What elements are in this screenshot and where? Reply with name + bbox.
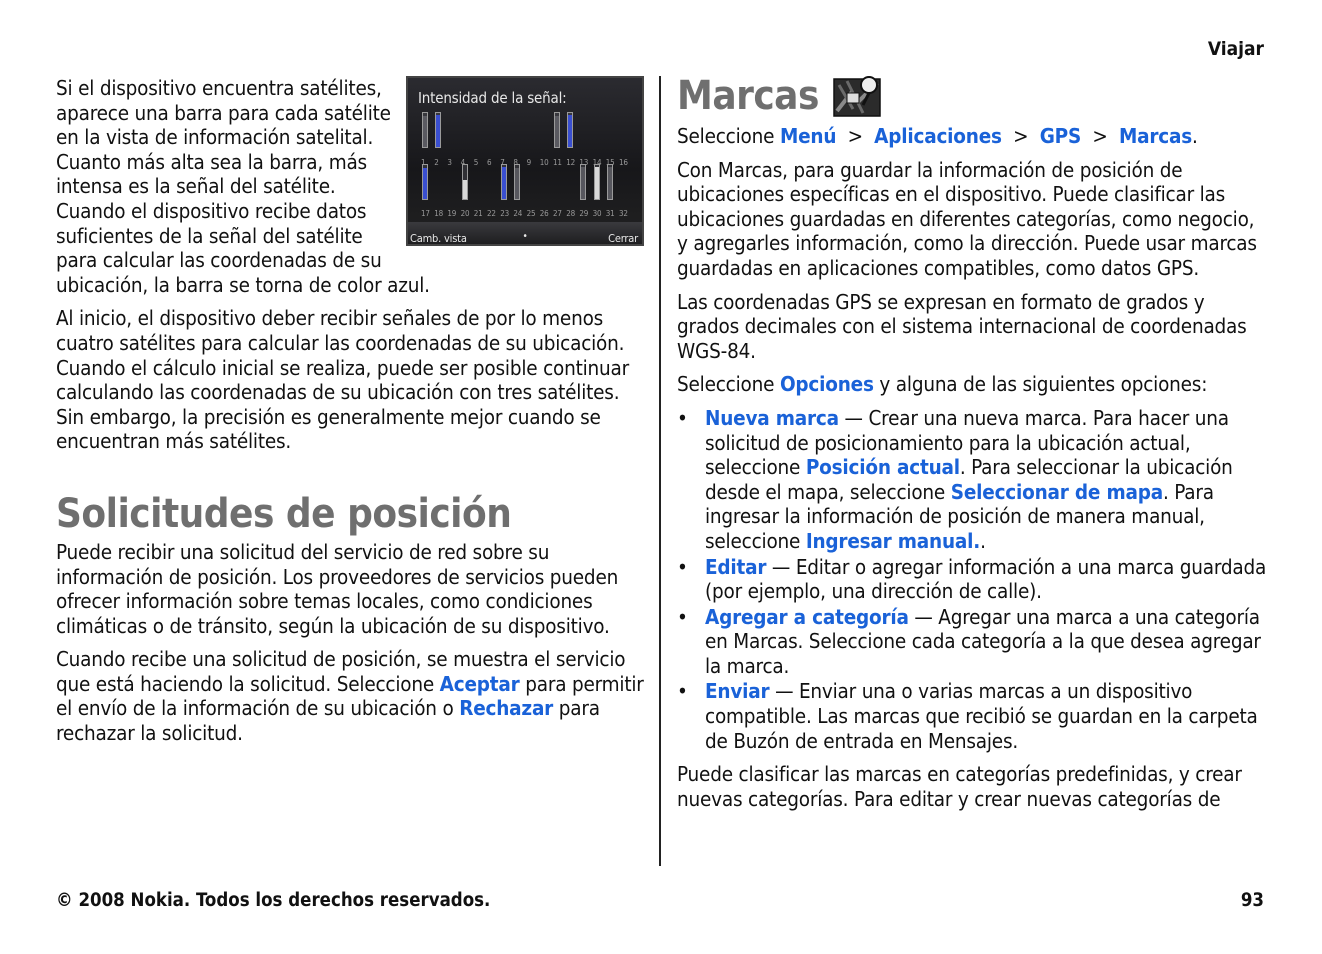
satellite-number: 1	[421, 158, 426, 167]
landmarks-intro-paragraph: Con Marcas, para guardar la información de posición de ubicaciones específicas en el dispositivo. Puede clasificar las ubicaciones guardadas en diferentes categorías, como negocio, y agregarles información, como la dirección. Puede usar marcas guardadas en aplicaciones compatibles, como datos GPS.	[677, 157, 1257, 280]
accept-reject-paragraph: Cuando recibe una solicitud de posición, se muestra el servicio que está haciendo la solicitud. Seleccione Aceptar para permitir el envío de la información de su ubicación o Rechazar para rechazar la solicitud.	[56, 647, 644, 746]
satellite-bar-fill	[436, 115, 440, 147]
position-requests-paragraph: Puede recibir una solicitud del servicio de red sobre su información de posición. Los proveedores de servicios pueden ofrecer información sobre temas locales, como condiciones climáticas o de tránsito, según la ubicación de su dispositivo.	[56, 539, 619, 638]
options-paragraph: Seleccione Opciones y alguna de las siguientes opciones:	[677, 372, 1208, 397]
options-link[interactable]: Opciones	[779, 372, 874, 397]
satellite-number: 23	[500, 209, 509, 218]
satellite-number: 26	[539, 209, 549, 218]
satellite-bar	[567, 112, 573, 148]
satellite-bar	[422, 164, 428, 200]
path-separator: >	[1013, 124, 1029, 148]
satellite-number: 3	[447, 158, 452, 167]
menu-dot-icon: •	[522, 231, 528, 242]
change-view-softkey[interactable]: Camb. vista	[410, 232, 467, 245]
list-item: • Editar — Editar o agregar información a una marca guardada (por ejemplo, una dirección de calle).	[677, 554, 1267, 604]
reject-link[interactable]: Rechazar	[459, 696, 554, 721]
signal-strength-title: Intensidad de la señal:	[418, 89, 567, 107]
satellite-number: 10	[539, 158, 549, 167]
satellite-bars-paragraph: Si el dispositivo encuentra satélites, aparece una barra para cada satélite en la vista de información satelital. Cuanto más alta sea la barra, más intensa es la señal del satélite. Cuando el dispositivo recibe datos suficientes de la señal del satélite para calcular las coordenadas de su ubicación, la barra se torna de color azul.	[56, 76, 430, 297]
new-landmark-option[interactable]: Nueva marca	[705, 405, 839, 430]
satellite-bar	[554, 112, 560, 148]
satellite-bar-fill	[581, 167, 585, 199]
add-to-category-option[interactable]: Agregar a categoría	[705, 604, 909, 629]
satellite-number: 24	[513, 209, 523, 218]
running-header: Viajar	[1207, 38, 1264, 60]
satellite-number: 19	[447, 209, 457, 218]
satellite-number: 4	[460, 158, 465, 167]
accept-link[interactable]: Aceptar	[439, 671, 520, 696]
satellite-bar-fill	[608, 167, 612, 199]
bullet: •	[677, 679, 688, 704]
coordinates-paragraph: Las coordenadas GPS se expresan en formato de grados y grados decimales con el sistema internacional de coordenadas WGS-84.	[677, 289, 1247, 363]
position-requests-heading: Solicitudes de posición	[56, 490, 512, 537]
satellite-number: 31	[605, 209, 615, 218]
satellite-number: 28	[566, 209, 575, 218]
satellite-number: 32	[619, 209, 628, 218]
path-separator: >	[847, 124, 863, 148]
satellite-number: 14	[592, 158, 602, 167]
satellite-signal-screenshot	[406, 76, 644, 246]
menu-path-item-applications[interactable]: Aplicaciones	[874, 124, 1002, 148]
satellite-bar	[514, 164, 520, 200]
list-item: • Enviar — Enviar una o varias marcas a un dispositivo compatible. Las marcas que recibió se guardan en la carpeta de Buzón de entrada en Mensajes.	[677, 679, 1258, 753]
satellite-bar-fill	[463, 180, 467, 199]
satellite-bar	[580, 164, 586, 200]
satellite-number: 15	[605, 158, 615, 167]
satellite-number: 5	[473, 158, 479, 167]
satellite-bar	[594, 164, 600, 200]
satellite-number: 25	[526, 209, 536, 218]
column-divider	[659, 76, 661, 866]
landmarks-title-row	[677, 74, 1267, 118]
bullet: •	[677, 604, 688, 629]
menu-path-item-landmarks[interactable]: Marcas	[1118, 124, 1192, 148]
satellite-number: 18	[434, 209, 443, 218]
satellite-number: 13	[579, 158, 589, 167]
satellite-bar-fill	[595, 167, 599, 199]
satellite-number: 17	[421, 209, 430, 218]
path-separator: >	[1092, 124, 1108, 148]
send-option[interactable]: Enviar	[705, 679, 770, 704]
bullet: •	[677, 405, 688, 430]
satellite-bars	[422, 112, 628, 222]
satellite-number: 12	[566, 158, 575, 167]
list-item: • Nueva marca — Crear una nueva marca. Para hacer una solicitud de posicionamiento para la ubicación actual, seleccione Posición actual. Para seleccionar la ubicación desde el mapa, seleccione Seleccionar de mapa. Para ingresar la información de posición de manera manual, seleccione Ingresar manual..	[677, 405, 1233, 553]
satellite-bar	[435, 112, 441, 148]
satellite-number: 6	[487, 158, 492, 167]
satellite-number: 29	[579, 209, 589, 218]
satellite-bar-fill	[423, 168, 427, 199]
satellite-bar	[501, 164, 507, 200]
select-from-map-option[interactable]: Seleccionar de mapa	[950, 479, 1163, 504]
satellite-number: 22	[487, 209, 496, 218]
satellite-count-paragraph: Al inicio, el dispositivo deber recibir señales de por lo menos cuatro satélites para calcular las coordenadas de su ubicación. Cuando el cálculo inicial se realiza, puede ser posible continuar calculando las coordenadas de su ubicación con tres satélites. Sin embargo, la precisión es generalmente mejor cuando se encuentran más satélites.	[56, 306, 629, 454]
edit-option[interactable]: Editar	[705, 554, 767, 579]
left-column	[56, 76, 646, 755]
satellite-bar-fill	[423, 116, 427, 147]
satellite-bar	[607, 164, 613, 200]
close-softkey[interactable]: Cerrar	[608, 232, 638, 245]
satellite-bar-fill	[555, 116, 559, 147]
bullet: •	[677, 554, 688, 579]
categories-paragraph: Puede clasificar las marcas en categorías predefinidas, y crear nuevas categorías. Para editar y crear nuevas categorías de	[677, 762, 1242, 811]
list-item: • Agregar a categoría — Agregar una marca a una categoría en Marcas. Seleccione cada categoría a la que desea agregar la marca.	[677, 604, 1261, 678]
current-position-option[interactable]: Posición actual	[805, 455, 960, 480]
satellite-number: 7	[500, 158, 505, 167]
satellite-number: 27	[553, 209, 562, 218]
satellite-bar	[462, 164, 468, 200]
right-column	[677, 74, 1267, 820]
satellite-bar	[422, 112, 428, 148]
satellite-number: 20	[460, 209, 470, 218]
satellite-bar-fill	[502, 167, 506, 199]
enter-manually-option[interactable]: Ingresar manual.	[805, 528, 981, 553]
options-list	[677, 406, 1267, 753]
satellite-number: 9	[526, 158, 531, 167]
satellite-number: 30	[592, 209, 602, 218]
menu-path: Seleccione Menú > Aplicaciones > GPS > Marcas.	[677, 124, 1198, 148]
satellite-bar-fill	[568, 115, 572, 147]
satellite-number: 11	[553, 158, 562, 167]
satellite-bar-fill	[515, 168, 519, 199]
softkey-bar	[408, 222, 642, 244]
copyright-footer: © 2008 Nokia. Todos los derechos reservados.	[56, 890, 491, 911]
satellite-number: 16	[619, 158, 628, 167]
page-number: 93	[1240, 890, 1264, 911]
menu-path-item-gps[interactable]: GPS	[1039, 124, 1082, 148]
menu-path-item-menu[interactable]: Menú	[779, 124, 837, 148]
landmarks-heading: Marcas	[677, 73, 819, 119]
satellite-number: 2	[434, 158, 439, 167]
landmarks-icon	[833, 75, 881, 117]
satellite-number: 21	[473, 209, 483, 218]
satellite-number: 8	[513, 158, 518, 167]
